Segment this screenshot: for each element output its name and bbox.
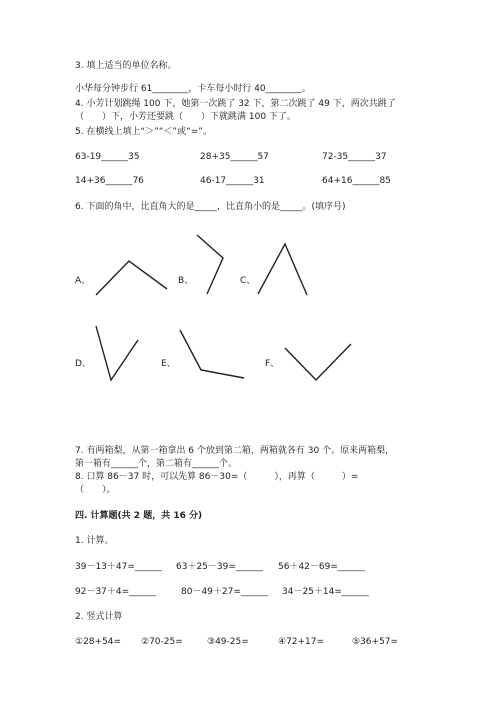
q5-item: 14+36______76 <box>75 176 144 186</box>
angle-label-a: A、 <box>75 276 91 286</box>
q8-line2: （ ）。 <box>75 485 116 495</box>
calc1-item: 34－25＋14=______ <box>282 587 369 597</box>
calc1-item: 39－13＋47=______ <box>75 562 162 572</box>
q4-line2: （ ）下，小芳还要跳（ ）下就跳满 100 下了。 <box>75 112 296 122</box>
angle-label-c: C、 <box>240 276 256 286</box>
angle-label-e: E、 <box>161 359 176 369</box>
calc1-item: 92－37＋4=______ <box>75 587 157 597</box>
angle-label-b: B、 <box>178 276 194 286</box>
q5-title: 5. 在横线上填上“＞”“＜”或“=”。 <box>75 127 212 137</box>
calc2-title: 2. 竖式计算 <box>75 612 123 622</box>
calc1-title: 1. 计算。 <box>75 536 114 546</box>
q8-line1: 8. 口算 86－37 时，可以先算 86－30=（ ），再算（ ）= <box>75 472 359 482</box>
q3-line: 小华每分钟步行 61________，卡车每小时行 40________。 <box>75 84 311 94</box>
q5-item: 46-17______31 <box>200 176 265 186</box>
q5-item: 64+16______85 <box>322 176 391 186</box>
section-heading: 四. 计算题(共 2 题，共 16 分) <box>75 511 203 521</box>
calc2-item: ①28+54= <box>75 637 122 647</box>
calc1-item: 56＋42－69=______ <box>278 562 365 572</box>
q5-item: 63-19______35 <box>75 152 140 162</box>
angle-label-f: F、 <box>265 359 280 369</box>
calc2-item: ③49-25= <box>207 637 249 647</box>
q4-line1: 4. 小芳计划跳绳 100 下，她第一次跳了 32 下，第二次跳了 49 下，两次共跳了 <box>75 99 396 109</box>
calc2-item: ④72+17= <box>278 637 325 647</box>
q7-line1: 7. 有两箱梨，从第一箱拿出 6 个放到第二箱，两箱就各有 30 个。原来两箱梨， <box>75 446 395 456</box>
q5-item: 28+35______57 <box>200 152 269 162</box>
calc2-item: ⑤36+57= <box>352 637 399 647</box>
q6-title: 6. 下面的角中，比直角大的是_____，比直角小的是_____。(填序号) <box>75 202 346 212</box>
calc2-item: ②70-25= <box>141 637 183 647</box>
q7-line2: 第一箱有______个，第二箱有______个。 <box>75 459 238 469</box>
q3-title: 3. 填上适当的单位名称。 <box>75 61 177 71</box>
calc1-item: 63＋25－39=______ <box>176 562 263 572</box>
q5-item: 72-35______37 <box>322 152 387 162</box>
angle-label-d: D、 <box>75 359 91 369</box>
calc1-item: 80－49＋27=______ <box>181 587 268 597</box>
